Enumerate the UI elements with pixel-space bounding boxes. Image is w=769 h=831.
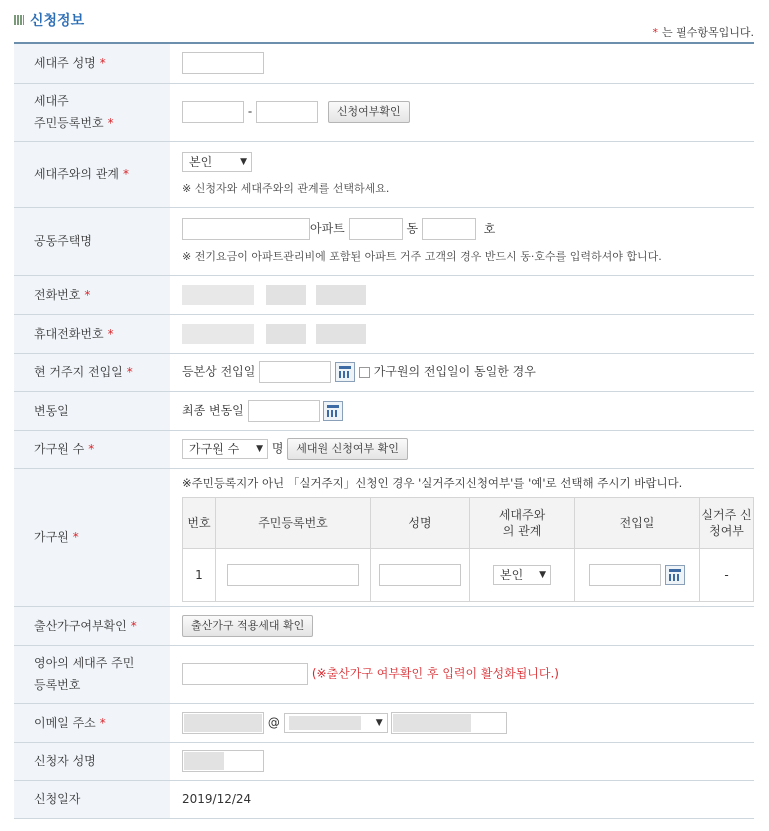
label-infant-id: 영아의 세대주 주민 등록번호: [14, 645, 170, 703]
infant-id-input[interactable]: [182, 663, 308, 685]
member-count-select[interactable]: 가구원 수 ▼: [182, 439, 268, 459]
same-move-in-label: 가구원의 전입일이 동일한 경우: [373, 364, 536, 379]
row-head-name: [14, 44, 754, 83]
phone-field[interactable]: [170, 275, 754, 314]
member-actual: -: [700, 548, 754, 601]
member-name-input[interactable]: [379, 564, 461, 586]
required-note: * 는 필수항목입니다.: [652, 26, 754, 39]
label-apartment: 공동주택명: [14, 207, 170, 275]
row-applicant-name: [14, 742, 754, 780]
row-infant-id: [14, 645, 754, 703]
label-mobile: 휴대전화번호 *: [14, 314, 170, 353]
row-email: [14, 703, 754, 742]
members-note: ※주민등록지가 아닌 「실거주지」신청인 경우 '실거주지신청여부'를 '예'로 선택해 주시기 바랍니다.: [182, 475, 683, 490]
col-name: 성명: [371, 497, 470, 548]
section-header: [14, 8, 754, 44]
row-head-id: [14, 83, 754, 141]
id-separator: -: [247, 104, 253, 119]
row-member-count: [14, 430, 754, 468]
head-name-input[interactable]: [182, 52, 264, 74]
row-phone: [14, 275, 754, 314]
move-in-date-input[interactable]: [259, 361, 331, 383]
check-members-button[interactable]: 세대원 신청여부 확인: [287, 438, 408, 460]
ho-input[interactable]: [422, 218, 476, 240]
row-birth-check: [14, 606, 754, 645]
chevron-down-icon: ▼: [256, 444, 263, 454]
label-applicant-name: 신청자 성명: [14, 742, 170, 780]
section-bullet-icon: [14, 15, 24, 25]
relation-note: ※ 신청자와 세대주와의 관계를 선택하세요.: [182, 182, 390, 195]
label-relation: 세대주와의 관계 *: [14, 141, 170, 207]
apartment-name-input[interactable]: [182, 218, 310, 240]
birth-check-button[interactable]: 출산가구 적용세대 확인: [182, 615, 313, 637]
row-relation: [14, 141, 754, 207]
mobile-field[interactable]: [170, 314, 754, 353]
col-actual: 실거주 신 청여부: [700, 497, 754, 548]
members-table: [182, 497, 754, 602]
dong-label: 동: [406, 221, 419, 236]
label-email: 이메일 주소 *: [14, 703, 170, 742]
row-move-in: [14, 353, 754, 391]
chevron-down-icon: ▼: [240, 157, 247, 167]
same-move-in-checkbox[interactable]: [359, 367, 370, 378]
calendar-icon[interactable]: [665, 565, 685, 585]
row-change-date: [14, 391, 754, 430]
row-apply-date: [14, 780, 754, 818]
email-domain-select[interactable]: [284, 713, 388, 733]
applicant-name-input[interactable]: [182, 750, 264, 772]
label-apply-date: 신청일자: [14, 780, 170, 818]
member-no: 1: [183, 548, 216, 601]
label-head-name: 세대주 성명 *: [14, 44, 170, 83]
section-title: 신청정보: [30, 13, 85, 29]
check-application-button[interactable]: 신청여부확인: [328, 101, 410, 123]
apply-date-value: 2019/12/24: [170, 780, 754, 818]
email-domain-input[interactable]: [391, 712, 507, 734]
label-move-in: 현 거주지 전입일 *: [14, 353, 170, 391]
infant-id-warning: (※출산가구 여부확인 후 입력이 활성화됩니다.): [311, 666, 559, 681]
label-head-id: 세대주 주민등록번호 *: [14, 83, 170, 141]
relation-select[interactable]: 본인 ▼: [182, 152, 252, 172]
application-form: [14, 44, 754, 819]
label-birth-check: 출산가구여부확인 *: [14, 606, 170, 645]
apartment-suffix: 아파트: [310, 221, 345, 236]
chevron-down-icon: ▼: [539, 569, 546, 580]
head-id-back-input[interactable]: [256, 101, 318, 123]
row-mobile: [14, 314, 754, 353]
label-change-date: 변동일: [14, 391, 170, 430]
dong-input[interactable]: [349, 218, 403, 240]
row-members: [14, 468, 754, 606]
col-id: 주민등록번호: [216, 497, 371, 548]
table-row: [183, 548, 754, 601]
change-date-input[interactable]: [248, 400, 320, 422]
row-apartment: [14, 207, 754, 275]
move-in-prefix: 등본상 전입일: [182, 364, 256, 379]
label-phone: 전화번호 *: [14, 275, 170, 314]
col-no: 번호: [183, 497, 216, 548]
col-move-in: 전입일: [575, 497, 700, 548]
col-relation: 세대주와 의 관계: [470, 497, 575, 548]
member-relation-select[interactable]: 본인 ▼: [493, 565, 551, 585]
label-member-count: 가구원 수 *: [14, 430, 170, 468]
ho-label: 호: [483, 221, 496, 236]
apartment-note: ※ 전기요금이 아파트관리비에 포함된 아파트 거주 고객의 경우 반드시 동·호수를 입력하셔야 합니다.: [182, 250, 662, 263]
calendar-icon[interactable]: [335, 362, 355, 382]
head-id-front-input[interactable]: [182, 101, 244, 123]
chevron-down-icon: ▼: [375, 717, 383, 728]
email-id-input[interactable]: [182, 712, 264, 734]
member-count-unit: 명: [271, 441, 284, 456]
change-date-prefix: 최종 변동일: [182, 403, 244, 417]
email-at: @: [267, 715, 280, 729]
member-move-in-input[interactable]: [589, 564, 661, 586]
label-members: 가구원 *: [14, 468, 170, 606]
calendar-icon[interactable]: [323, 401, 343, 421]
member-id-input[interactable]: [227, 564, 359, 586]
